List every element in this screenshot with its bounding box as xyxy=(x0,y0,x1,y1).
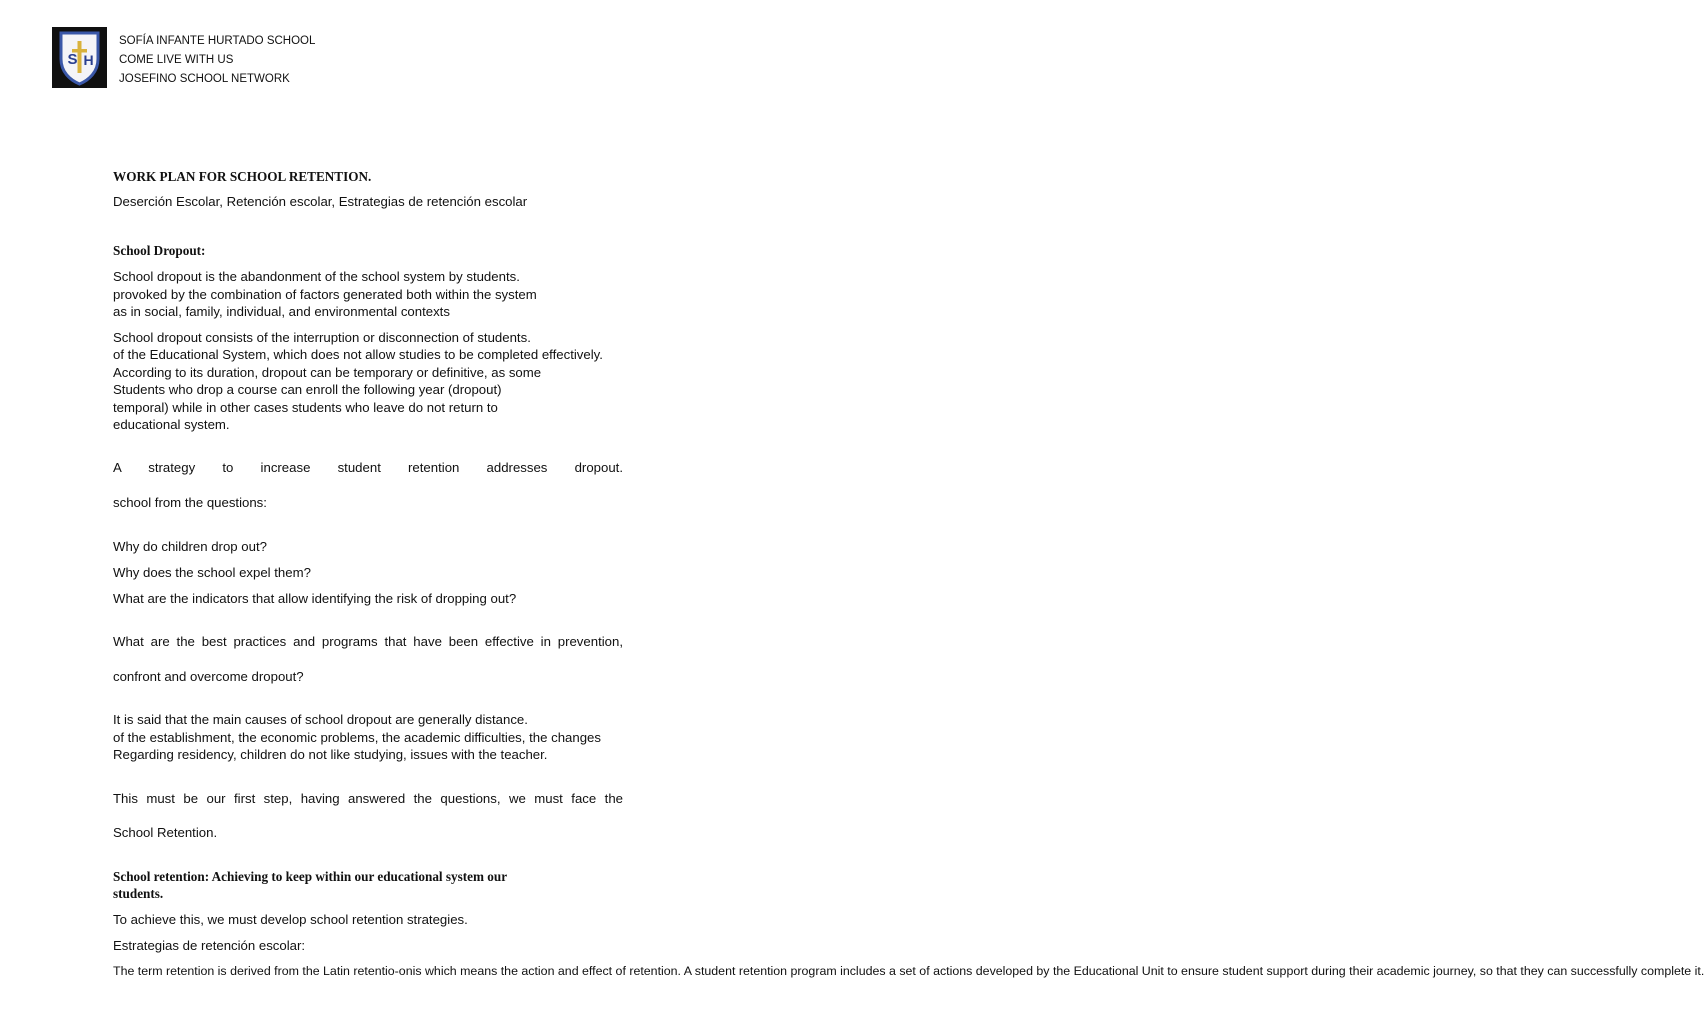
document-title: WORK PLAN FOR SCHOOL RETENTION. xyxy=(113,169,372,184)
paragraph-line: School Retention. xyxy=(113,825,218,841)
svg-text:H: H xyxy=(83,52,94,68)
question-item: What are the indicators that allow identifying the risk of dropping out? xyxy=(113,590,517,606)
paragraph-retention-definition: The term retention is derived from the Latin retentio-onis which means the action and effect of retention. A student retention program includes a set of actions developed by the Educational Unit to ensure student support during their academic journey, so that they can successfully complete it. xyxy=(113,963,1704,978)
school-network: JOSEFINO SCHOOL NETWORK xyxy=(119,73,290,85)
paragraph-first-step xyxy=(113,772,623,859)
document-subtitle: Deserción Escolar, Retención escolar, Estrategias de retención escolar xyxy=(113,194,528,210)
question-item xyxy=(113,616,623,703)
paragraph-achieve: To achieve this, we must develop school retention strategies. xyxy=(113,911,468,927)
question-item: Why does the school expel them? xyxy=(113,564,311,580)
paragraph-line: This must be our first step, having answered the questions, we must face the xyxy=(113,790,623,806)
paragraph-strategy xyxy=(113,442,623,529)
school-logo xyxy=(52,27,107,88)
question-item: Why do children drop out? xyxy=(113,538,267,554)
paragraph-line: school from the questions: xyxy=(113,495,267,511)
paragraph-line: confront and overcome dropout? xyxy=(113,668,304,684)
school-header xyxy=(119,33,315,90)
cross-icon xyxy=(78,41,82,73)
paragraph-line: What are the best practices and programs that have been effective in prevention, xyxy=(113,634,623,650)
paragraph-dropout-definition: School dropout is the abandonment of the school system by students. provoked by the combination of factors generated both within the system as in social, family, individual, and environmental contexts xyxy=(113,269,537,320)
document-body xyxy=(113,168,1704,989)
school-motto: COME LIVE WITH US xyxy=(119,54,234,66)
paragraph-line: A strategy to increase student retention addresses dropout. xyxy=(113,460,623,476)
section-heading-retention: School retention: Achieving to keep within our educational system our students. xyxy=(113,868,508,901)
section-heading-dropout: School Dropout: xyxy=(113,242,206,258)
school-name: SOFÍA INFANTE HURTADO SCHOOL xyxy=(119,35,316,47)
shield-icon xyxy=(52,27,107,88)
svg-text:S: S xyxy=(67,51,78,68)
paragraph-dropout-types: School dropout consists of the interruption or disconnection of students. of the Educational System, which does not allow studies to be completed effectively. According to its duration, dropout can be temporary or definitive, as some Students who drop a course can enroll the following year (dropout) temporal) while in other cases students who leave do not return to educational system. xyxy=(113,330,603,433)
paragraph-causes: It is said that the main causes of school dropout are generally distance. of the establishment, the economic problems, the academic difficulties, the changes Regarding residency, children do not like studying, issues with the teacher. xyxy=(113,712,601,763)
paragraph-strategies-label: Estrategias de retención escolar: xyxy=(113,937,306,953)
